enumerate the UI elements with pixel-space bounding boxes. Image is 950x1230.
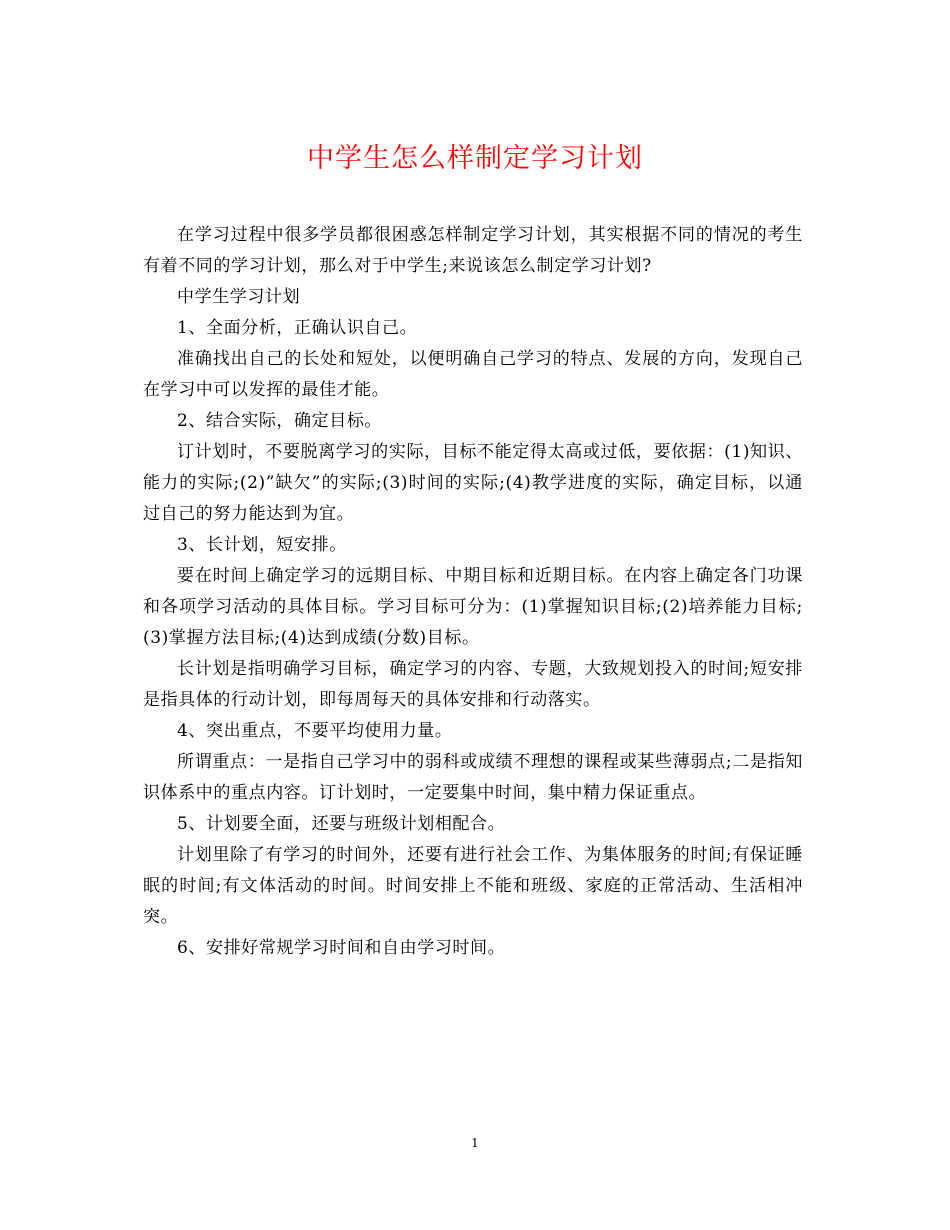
paragraph-point-1-heading: 1、全面分析，正确认识自己。 (177, 318, 418, 338)
paragraph-point-3-body: 要在时间上确定学习的远期目标、中期目标和近期目标。在内容上确定各门功课和各项学习活动的具体目标。学习目标可分为：(1)掌握知识目标;(2)培养能力目标;(3)掌握方法目标;(4)达到成绩(分数)目标。 (143, 566, 803, 648)
document-title: 中学生怎么样制定学习计划 (307, 143, 643, 174)
page-number: 1 (471, 1136, 479, 1150)
document-body (143, 220, 803, 964)
paragraph-point-1-body: 准确找出自己的长处和短处，以便明确自己学习的特点、发展的方向，发现自己在学习中可以发挥的最佳才能。 (143, 349, 803, 400)
paragraph-point-2-heading: 2、结合实际，确定目标。 (177, 411, 383, 431)
paragraph-point-2-body: 订计划时，不要脱离学习的实际，目标不能定得太高或过低，要依据：(1)知识、能力的实际;(2)”缺欠”的实际;(3)时间的实际;(4)教学进度的实际，确定目标，以通过自己的努力能达到为宜。 (143, 442, 803, 524)
paragraph-point-5-heading: 5、计划要全面，还要与班级计划相配合。 (177, 814, 506, 834)
paragraph-point-4-heading: 4、突出重点，不要平均使用力量。 (177, 721, 453, 741)
paragraph-point-3-body-2: 长计划是指明确学习目标，确定学习的内容、专题，大致规划投入的时间;短安排是指具体的行动计划，即每周每天的具体安排和行动落实。 (143, 659, 803, 710)
paragraph-point-3-heading: 3、长计划，短安排。 (177, 535, 347, 555)
paragraph-point-4-body: 所谓重点：一是指自己学习中的弱科或成绩不理想的课程或某些薄弱点;二是指知识体系中的重点内容。订计划时，一定要集中时间，集中精力保证重点。 (143, 752, 803, 803)
paragraph-intro: 在学习过程中很多学员都很困惑怎样制定学习计划，其实根据不同的情况的考生有着不同的学习计划，那么对于中学生;来说该怎么制定学习计划? (143, 225, 803, 276)
paragraph-point-5-body: 计划里除了有学习的时间外，还要有进行社会工作、为集体服务的时间;有保证睡眠的时间;有文体活动的时间。时间安排上不能和班级、家庭的正常活动、生活相冲突。 (143, 845, 803, 927)
paragraph-point-6-heading: 6、安排好常规学习时间和自由学习时间。 (177, 938, 506, 958)
paragraph-subheading: 中学生学习计划 (177, 287, 301, 307)
